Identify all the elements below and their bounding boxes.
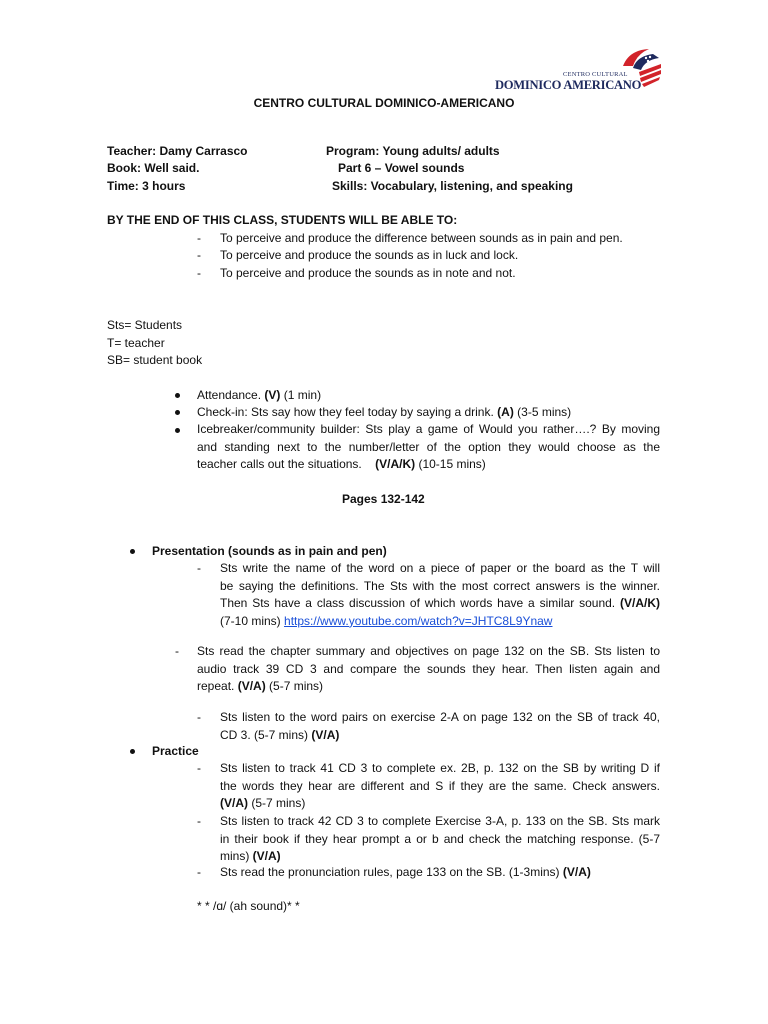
cdca-logo: [495, 44, 663, 94]
objectives-heading: BY THE END OF THIS CLASS, STUDENTS WILL BE ABLE TO:: [107, 213, 458, 227]
item-dash: -: [197, 814, 201, 828]
objective-dash: -: [197, 231, 201, 245]
practice-item-1: Sts listen to track 41 CD 3 to complete ex. 2B, p. 132 on the SB by writing D if the words they hear are different and S if they are the same. Check answers. (V/A) (5-7 mins): [220, 761, 660, 811]
book-info: Book: Well said.: [107, 161, 200, 175]
vowel-note: * * /ɑ/ (ah sound)* *: [197, 899, 300, 913]
item-dash: -: [197, 865, 201, 879]
attendance-item: Attendance. (V) (1 min): [197, 388, 322, 402]
objective-dash: -: [197, 248, 201, 262]
item-dash: -: [197, 710, 201, 724]
checkin-item: Check-in: Sts say how they feel today by saying a drink. (A) (3-5 mins): [197, 405, 572, 419]
bullet-icon: [130, 549, 135, 554]
bullet-icon: [175, 410, 180, 415]
time-info: Time: 3 hours: [107, 179, 186, 193]
pages-heading: Pages 132-142: [342, 492, 425, 506]
presentation-item-1: Sts write the name of the word on a piece of paper or the board as the T will be saying the definitions. The Sts with the most correct answers is the winner. Then Sts have a class discussion of which words have a similar sound. (V/A/K) (7-10 mins) https://www.youtube.com/watch?v=JHTC8L9Ynaw: [220, 561, 660, 628]
practice-heading: Practice: [152, 744, 199, 758]
icebreaker-item: Icebreaker/community builder: Sts play a game of Would you rather….? By moving and standing next to the number/letter of the option they would choose as the teacher calls out the situations. (V/A/K) (10-15 mins): [197, 422, 660, 472]
item-dash: -: [175, 644, 179, 658]
practice-item-3: Sts read the pronunciation rules, page 133 on the SB. (1-3mins) (V/A): [220, 865, 591, 879]
item-dash: -: [197, 761, 201, 775]
bullet-icon: [175, 428, 180, 433]
bullet-icon: [130, 749, 135, 754]
program-info: Program: Young adults/ adults: [326, 144, 500, 158]
objective-dash: -: [197, 266, 201, 280]
abbreviation-item: T= teacher: [107, 336, 165, 350]
presentation-heading: Presentation (sounds as in pain and pen): [152, 544, 387, 558]
page-title: CENTRO CULTURAL DOMINICO-AMERICANO: [253, 96, 515, 110]
presentation-item-2: Sts read the chapter summary and objectives on page 132 on the SB. Sts listen to audio track 39 CD 3 and compare the sounds they hear. Then listen again and repeat. (V/A) (5-7 mins): [197, 644, 660, 694]
presentation-item-3: Sts listen to the word pairs on exercise 2-A on page 132 on the SB of track 40, CD 3. (5-7 mins) (V/A): [220, 710, 660, 742]
logo-small-text: CENTRO CULTURAL: [563, 71, 628, 78]
teacher-info: Teacher: Damy Carrasco: [107, 144, 248, 158]
part-info: Part 6 – Vowel sounds: [338, 161, 465, 175]
objective-item: To perceive and produce the sounds as in luck and lock.: [220, 248, 519, 262]
youtube-link[interactable]: https://www.youtube.com/watch?v=JHTC8L9Ynaw: [284, 613, 553, 628]
skills-info: Skills: Vocabulary, listening, and speaking: [332, 179, 573, 193]
practice-item-2: Sts listen to track 42 CD 3 to complete Exercise 3-A, p. 133 on the SB. Sts mark in their book if they hear prompt a or b and check the matching response. (5-7 mins) (V/A): [220, 814, 660, 864]
abbreviation-item: Sts= Students: [107, 318, 183, 332]
objective-item: To perceive and produce the difference between sounds as in pain and pen.: [220, 231, 623, 245]
item-dash: -: [197, 561, 201, 575]
abbreviation-item: SB= student book: [107, 353, 203, 367]
logo-main-text: DOMINICO AMERICANO: [495, 78, 642, 92]
bullet-icon: [175, 393, 180, 398]
objective-item: To perceive and produce the sounds as in note and not.: [220, 266, 516, 280]
